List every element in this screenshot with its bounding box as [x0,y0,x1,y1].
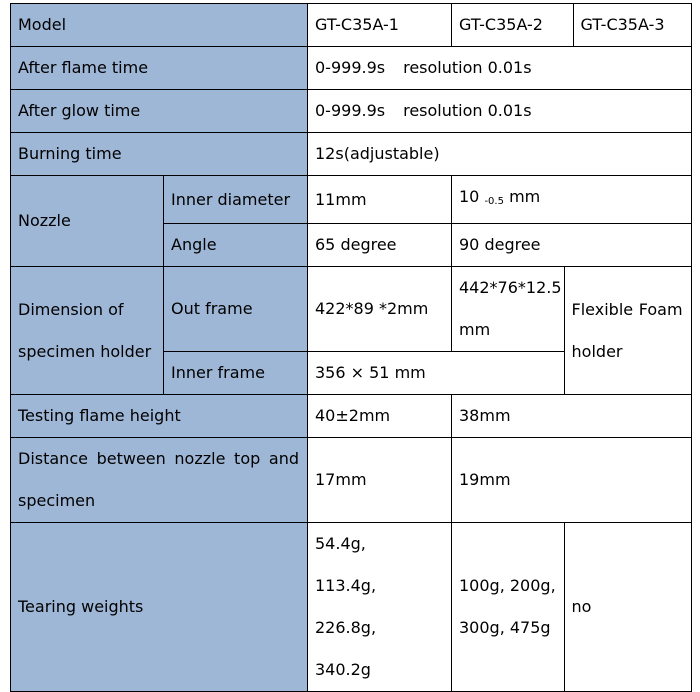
inner-diameter-1: 11mm [308,176,452,224]
after-glow-time-resolution: resolution 0.01s [403,101,532,120]
table-row-out-frame [11,267,692,352]
inner-diameter-2 [452,176,692,224]
table-row-after-glow-time [11,90,692,133]
model-3: GT-C35A-3 [573,4,691,47]
inner-diameter-label: Inner diameter [164,176,308,224]
after-flame-time-resolution: resolution 0.01s [403,58,532,77]
after-glow-time-label: After glow time [11,90,308,133]
testing-flame-height-label: Testing flame height [11,395,308,438]
model-2: GT-C35A-2 [452,4,574,47]
model-label: Model [11,4,308,47]
after-glow-time-value [308,90,692,133]
angle-1: 65 degree [308,224,452,267]
after-glow-time-range: 0-999.9s [315,101,386,120]
angle-2: 90 degree [452,224,692,267]
tearing-weights-label: Tearing weights [11,523,308,692]
table-row-testing-flame-height [11,395,692,438]
nozzle-label: Nozzle [11,176,164,267]
tearing-weights-3: no [564,523,691,692]
specification-table [10,3,692,692]
table-row-tearing-weights [11,523,692,692]
out-frame-label: Out frame [164,267,308,352]
table-row-nozzle-inner-diameter [11,176,692,224]
nozzle-distance-2: 19mm [452,438,692,523]
tearing-weights-2: 100g, 200g, 300g, 475g [452,523,565,692]
after-flame-time-value [308,47,692,90]
table-row-after-flame-time [11,47,692,90]
out-frame-1: 422*89 *2mm [308,267,452,352]
testing-flame-height-2: 38mm [452,395,692,438]
burning-time-label: Burning time [11,133,308,176]
inner-frame-value: 356 × 51 mm [308,352,565,395]
specimen-holder-label: Dimension of specimen holder [11,267,164,395]
model-1: GT-C35A-1 [308,4,452,47]
table-row-model [11,4,692,47]
nozzle-distance-1: 17mm [308,438,452,523]
nozzle-distance-label: Distance between nozzle top and specimen [11,438,308,523]
tearing-weights-1: 54.4g, 113.4g, 226.8g, 340.2g [308,523,452,692]
angle-label: Angle [164,224,308,267]
after-flame-time-range: 0-999.9s [315,58,386,77]
table-row-burning-time [11,133,692,176]
table-row-nozzle-distance [11,438,692,523]
out-frame-2: 442*76*12.5 mm [452,267,565,352]
inner-diameter-2-base: 10 [459,187,480,206]
testing-flame-height-1: 40±2mm [308,395,452,438]
inner-diameter-2-tolerance: -0.5 [484,196,504,207]
out-frame-3: Flexible Foam holder [564,267,691,395]
after-flame-time-label: After flame time [11,47,308,90]
burning-time-value: 12s(adjustable) [308,133,692,176]
inner-frame-label: Inner frame [164,352,308,395]
inner-diameter-2-unit: mm [509,187,541,206]
